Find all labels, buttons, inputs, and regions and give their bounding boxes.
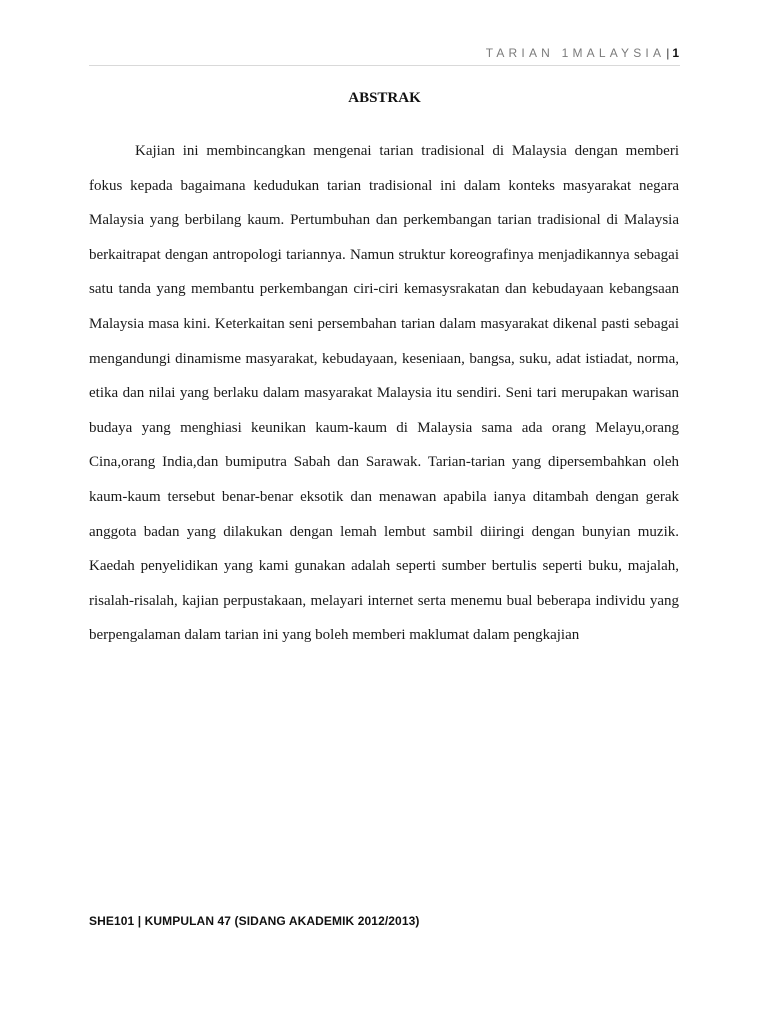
abstract-paragraph: Kajian ini membincangkan mengenai tarian tradisional di Malaysia dengan memberi fokus kepada bagaimana kedudukan tarian tradisional ini dalam konteks masyarakat negara Malaysia yang berbilang kaum. Pertumbuhan dan perkembangan tarian tradisional di Malaysia berkaitrapat dengan antropologi tariannya. Namun struktur koreografinya menjadikannya sebagai satu tanda yang membantu perkembangan ciri-ciri kemasysrakatan dan kebudayaan kebangsaan Malaysia masa kini. Keterkaitan seni persembahan tarian dalam masyarakat dikenal pasti sebagai mengandungi dinamisme masyarakat, kebudayaan, keseniaan, bangsa, suku, adat istiadat, norma, etika dan nilai yang berlaku dalam masyarakat Malaysia itu sendiri. Seni tari merupakan warisan budaya yang menghiasi keunikan kaum-kaum di Malaysia sama ada orang Melayu,orang Cina,orang India,dan bumiputra Sabah dan Sarawak. Tarian-tarian yang dipersembahkan oleh kaum-kaum tersebut benar-benar eksotik dan menawan apabila ianya ditambah dengan gerak anggota badan yang dilakukan dengan lemah lembut sambil diiringi dengan bunyian muzik. Kaedah penyelidikan yang kami gunakan adalah seperti sumber bertulis seperti buku, majalah, risalah-risalah, kajian perpustakaan, melayari internet serta menemu bual beberapa individu yang berpengalaman dalam tarian ini yang boleh memberi maklumat dalam pengkajian bbox=[89, 143, 679, 644]
page-number: 1 bbox=[672, 46, 679, 60]
document-title: ABSTRAK bbox=[348, 90, 421, 106]
page-footer: SHE101 | KUMPULAN 47 (SIDANG AKADEMIK 2012/2013) bbox=[89, 914, 420, 928]
page-header bbox=[486, 46, 679, 60]
header-rule bbox=[89, 65, 680, 66]
header-title: TARIAN 1MALAYSIA bbox=[485, 46, 666, 60]
header-separator: | bbox=[666, 46, 670, 60]
